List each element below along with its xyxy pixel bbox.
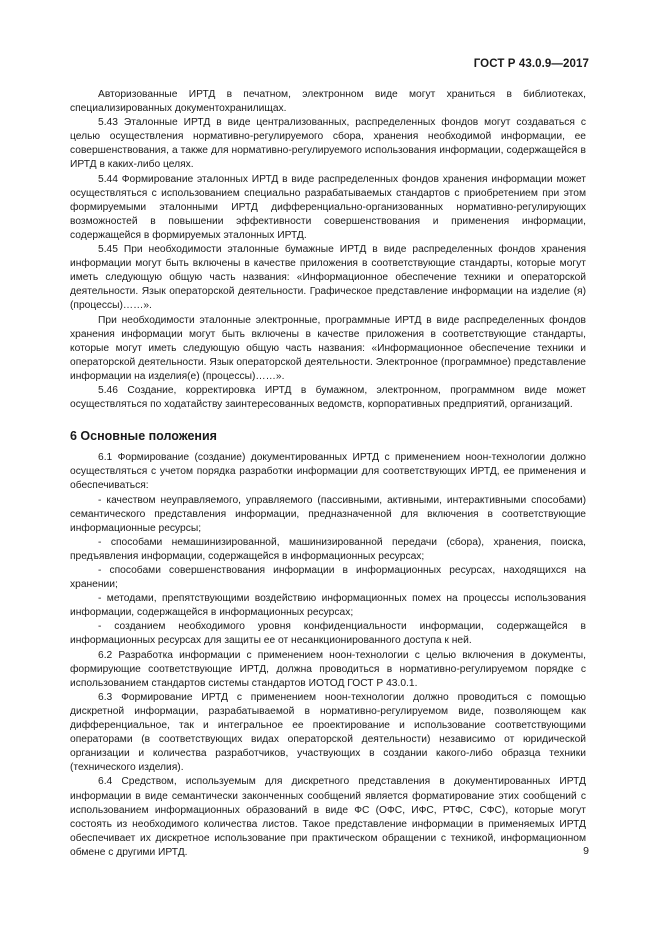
list-item: - способами немашинизированной, машинизированной передачи (сбора), хранения, поиска, предъявления информации, содержащейся в информационных ресурсах;: [70, 536, 586, 562]
list-item: - качеством неуправляемого, управляемого (пассивными, активными, интерактивными способами) семантического представления информации, предназначенной для включения в соответствующие информационные ресурсы;: [70, 494, 586, 534]
paragraph-6-4: 6.4 Средством, используемым для дискретного представления в документированных ИРТД информации в виде семантически законченных сообщений является форматирование этих сообщений с использованием информационных образований в виде ФС (ОФС, ИФС, РТФС, СФС), которые могут состоять из необходимого количества листов. Такое представление информации в применяемых ИРТД обеспечивает их дискретное использование при практическом обращении с техникой, информационном обмене с другими ИРТД.: [70, 776, 586, 858]
paragraph-6-1: 6.1 Формирование (создание) документированных ИРТД с применением ноон-технологии должно осуществляться с учетом порядка разработки информации для соответствующих ИРТД, ее применения и обеспечиваться:: [70, 452, 586, 492]
paragraph-5-44: 5.44 Формирование эталонных ИРТД в виде распределенных фондов хранения информации может осуществляться с использованием специально разрабатываемых стандартов с приобретением при этом формируемыми эталонными ИРТД дифференциально-организованных нормативно-регулирующих возможностей в повышении эффективности совершенствования и применения информации, содержащейся в формируемых эталонных ИРТД.: [70, 173, 586, 241]
paragraph-intro: Авторизованные ИРТД в печатном, электронном виде могут храниться в библиотеках, специализированных документохранилищах.: [70, 89, 586, 115]
list-item: - созданием необходимого уровня конфиденциальности информации, содержащейся в информационных ресурсах для защиты ее от несанкционированного доступа к ней.: [70, 621, 586, 647]
page-number: 9: [583, 845, 589, 857]
page-body: [70, 88, 586, 860]
list-item: - способами совершенствования информации в информационных ресурсах, находящихся на хранении;: [70, 565, 586, 591]
section-title-6: 6 Основные положения: [70, 429, 217, 444]
list-item: - методами, препятствующими воздействию информационных помех на процессы использования информации, содержащейся в информационных ресурсах;: [70, 593, 586, 619]
doc-code-header: ГОСТ Р 43.0.9—2017: [473, 58, 589, 70]
paragraph-5-45-continued: При необходимости эталонные электронные, программные ИРТД в виде распределенных фондов хранения информации могут быть включены в качестве приложения в соответствующие стандарты, которые могут иметь следующую общую часть названия: «Информационное обеспечение техники и операторской деятельности. Язык операторской деятельности. Электронное (программное) представление информации на изделия(е) (процессы)……».: [70, 314, 586, 382]
paragraph-6-2: 6.2 Разработка информации с применением ноон-технологии с целью включения в документы, формирующие соответствующие ИРТД, должна проводиться в нормативно-регулируемом порядке с использованием стандартов системы стандартов ИОТОД ГОСТ Р 43.0.1.: [70, 649, 586, 689]
paragraph-6-3: 6.3 Формирование ИРТД с применением ноон-технологии должно проводиться с помощью дискретной информации, разрабатываемой в нормативно-регулируемом виде, позволяющем как дифференциальное, так и интегральное ее проектирование и использование соответствующими операторами (в соответствующих видах операторской деятельности) независимо от юридической организации и количества разработчиков, участвующих в создании какого-либо образца техники (технического изделия).: [70, 691, 586, 774]
paragraph-5-43: 5.43 Эталонные ИРТД в виде централизованных, распределенных фондов могут создаваться с целью осуществления нормативно-регулируемого сбора, хранения необходимой информации, ее совершенствования, а также для нормативно-регулируемого использования информации, содержащейся в ИРТД в каких-либо целях.: [70, 117, 586, 171]
paragraph-5-46: 5.46 Создание, корректировка ИРТД в бумажном, электронном, программном виде может осуществляться по ходатайству заинтересованных ведомств, корпоративных предприятий, организаций.: [70, 384, 586, 411]
paragraph-5-45: 5.45 При необходимости эталонные бумажные ИРТД в виде распределенных фондов хранения информации могут быть включены в качестве приложения в соответствующие стандарты, которые могут иметь следующую общую часть названия: «Информационное обеспечение техники и операторской деятельности. Язык операторской деятельности. Графическое представление информации на изделие (я) (процессы)……».: [70, 244, 586, 312]
